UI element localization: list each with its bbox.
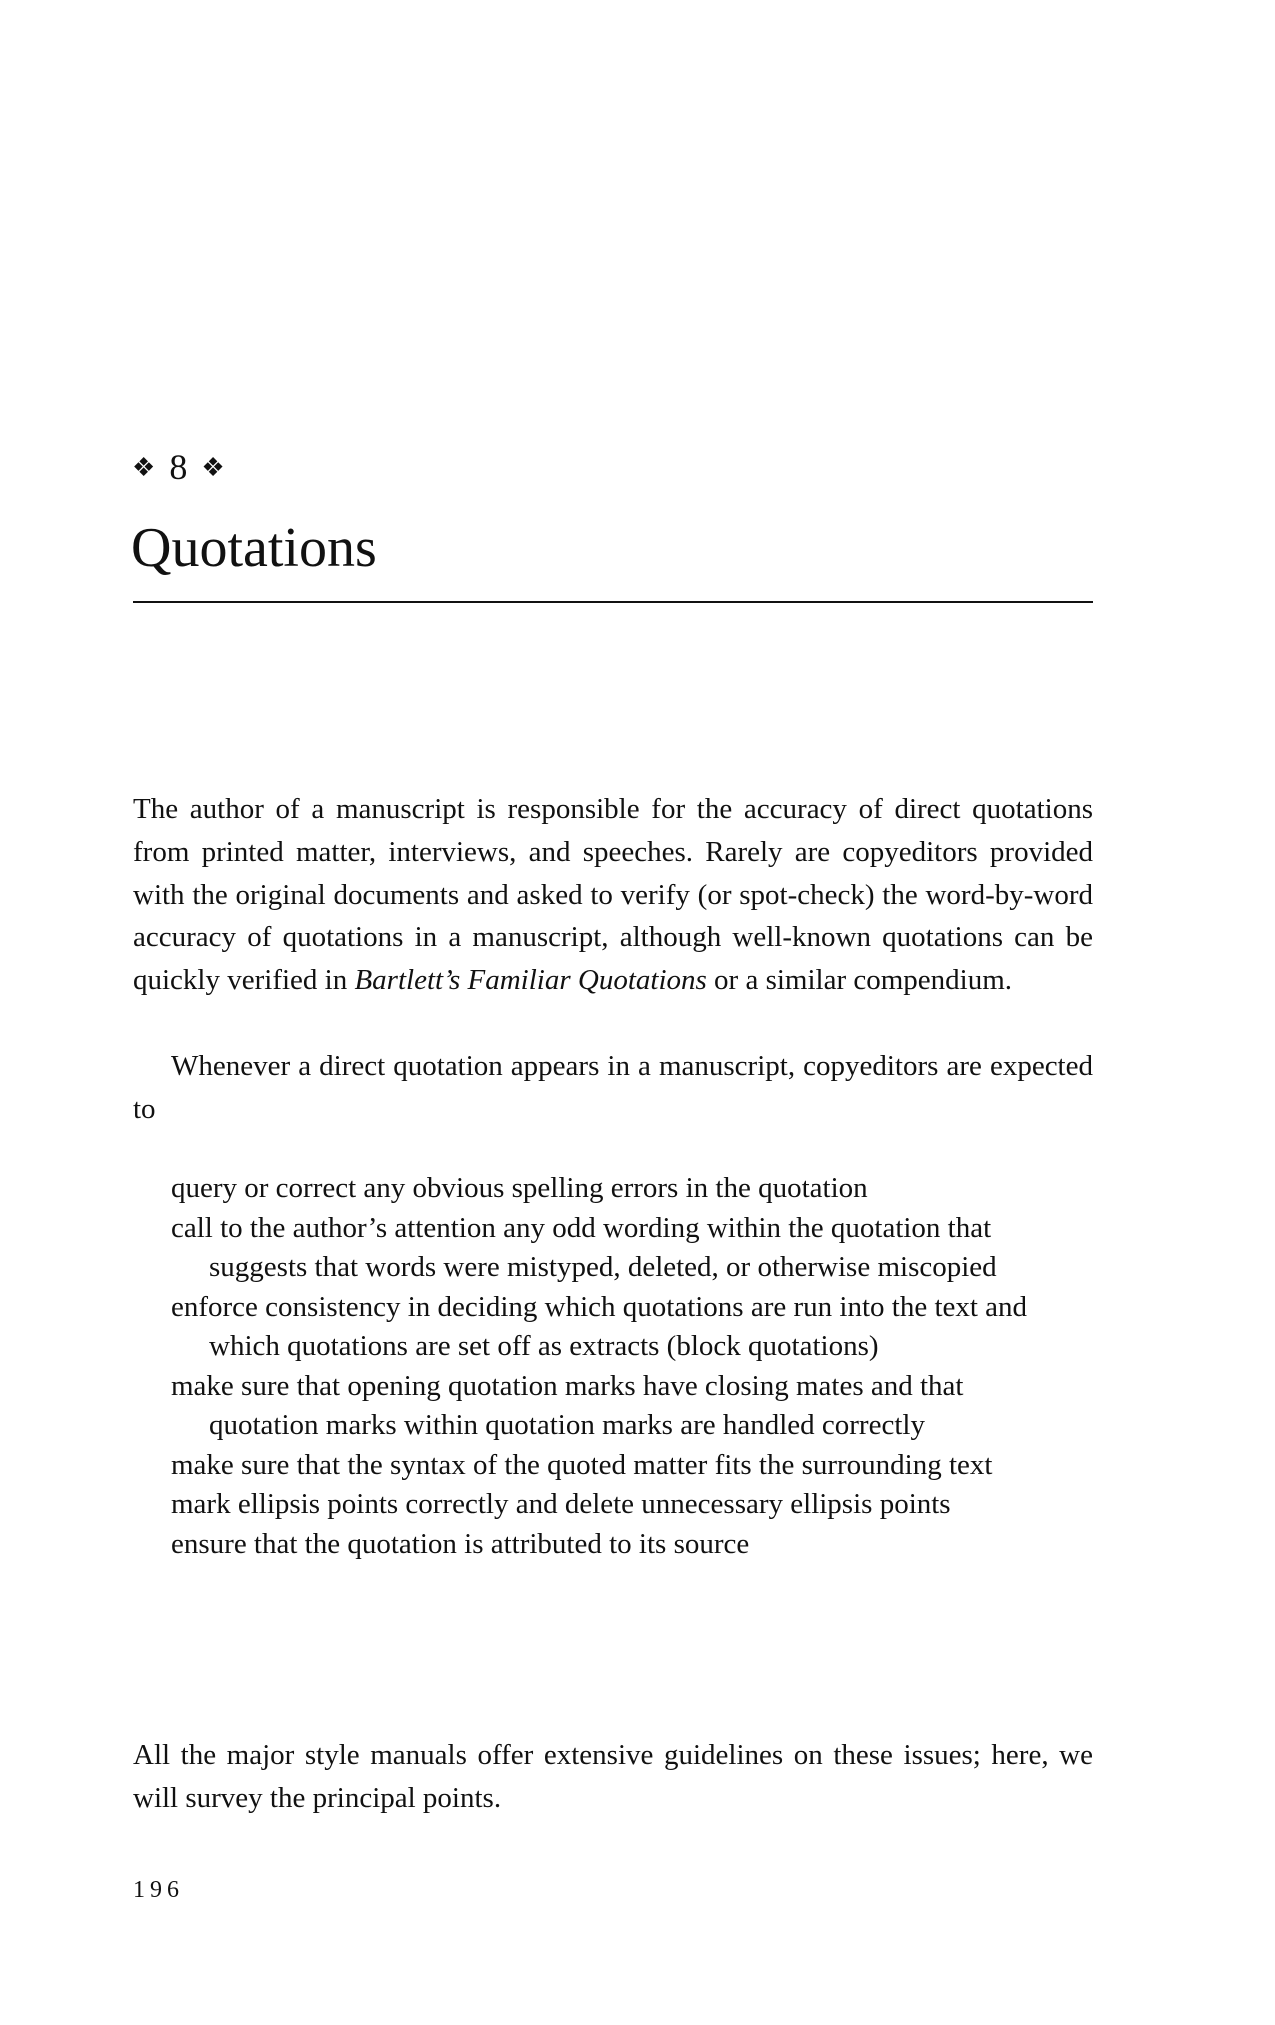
chapter-number — [132, 437, 225, 501]
chapter-title: Quotations — [131, 517, 377, 579]
intro-paragraph-text-end: or a similar compendium. — [706, 964, 1013, 997]
list-item: make sure that the syntax of the quoted matter fits the surrounding text — [171, 1448, 993, 1481]
second-paragraph: Whenever a direct quotation appears in a manuscript, copyeditors are expected to — [133, 1050, 1093, 1125]
list-item: make sure that opening quotation marks have closing mates and that quotation marks within quotation marks are handled correctly — [171, 1369, 964, 1441]
title-rule — [133, 601, 1093, 603]
list-item: query or correct any obvious spelling errors in the quotation — [171, 1172, 868, 1204]
book-title-reference: Bartlett’s Familiar Quotations — [354, 964, 707, 997]
ornament-right-icon: ❖ — [201, 452, 225, 482]
copyeditor-tasks-list — [171, 1169, 1071, 1564]
intro-paragraph-text-start: The author of a manuscript is responsible for the accuracy of direct quotations from printed matter, interviews, and speeches. Rarely are copyeditors provided with the original documents and asked to verify (or spot-check) the word-by-word accuracy of quotations in a manuscript, although well-known quotations can be quickly verified in — [133, 793, 1093, 997]
intro-paragraph — [133, 788, 1093, 1002]
chapter-number-value: 8 — [169, 447, 188, 487]
list-item: mark ellipsis points correctly and delete unnecessary ellipsis points — [171, 1488, 951, 1520]
list-item: enforce consistency in deciding which quotations are run into the text and which quotations are set off as extracts (block quotations) — [171, 1290, 1028, 1362]
ornament-left-icon: ❖ — [132, 452, 156, 482]
list-item: ensure that the quotation is attributed to its source — [171, 1527, 750, 1560]
page-number: 196 — [133, 1877, 184, 1903]
closing-paragraph: All the major style manuals offer extensive guidelines on these issues; here, we will survey the principal points. — [133, 1739, 1093, 1814]
list-item: call to the author’s attention any odd wording within the quotation that suggests that words were mistyped, deleted, or otherwise miscopied — [171, 1211, 997, 1283]
